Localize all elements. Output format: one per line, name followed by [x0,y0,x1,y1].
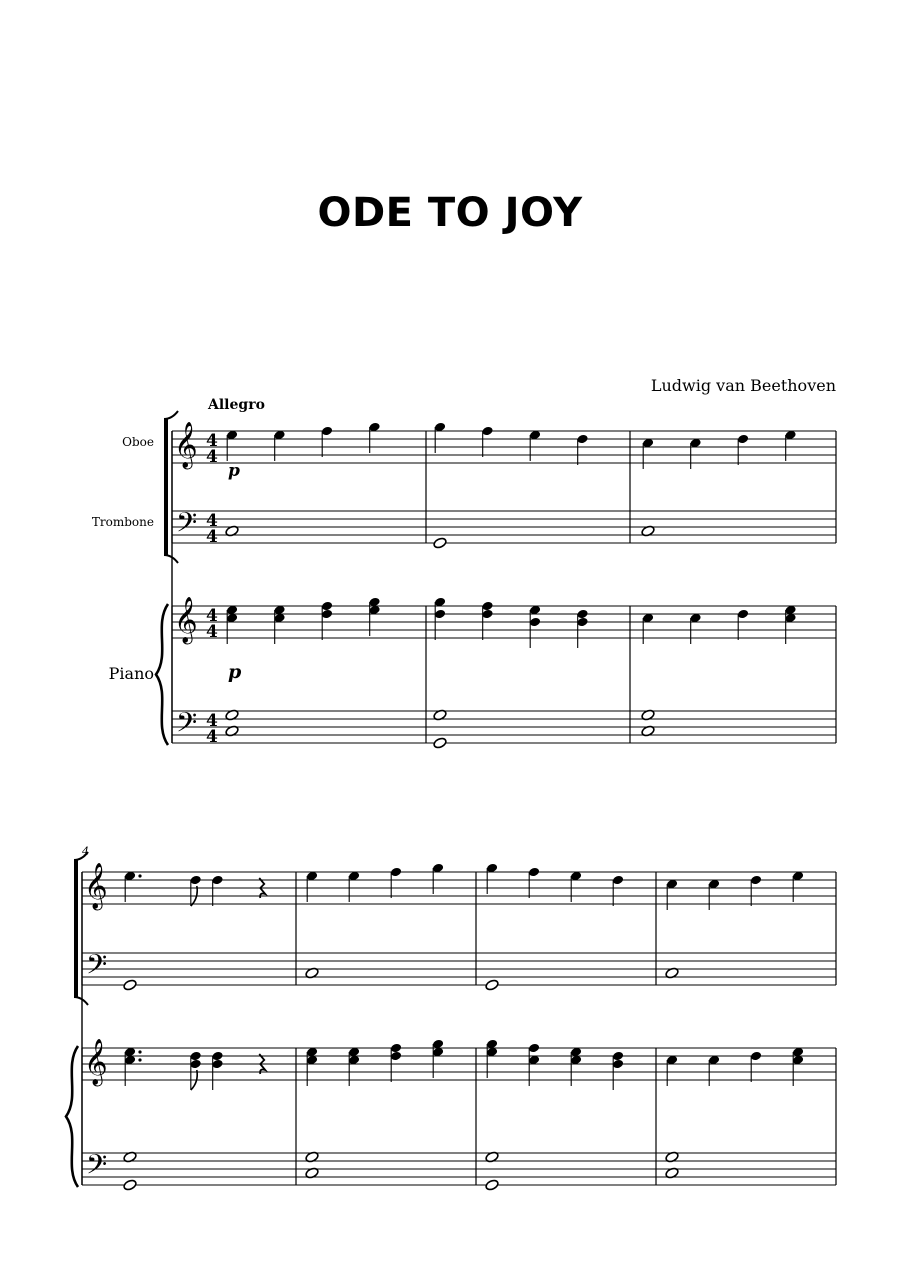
time-signature-bottom: 4 [206,622,218,642]
notes [123,422,804,1192]
instrument-label-oboe: Oboe [122,435,154,449]
piano-brace [66,1046,78,1187]
treble-clef: 𝄞 [84,863,108,909]
treble-clef: 𝄞 [174,422,198,468]
brackets [66,411,178,1187]
bracket-end [164,411,178,419]
whole-note [485,979,500,991]
time-signature-bottom: 4 [206,527,218,547]
bass-clef: 𝄢 [86,948,108,987]
time-signature-top: 4 [206,431,218,451]
dynamic-oboe: p [228,461,240,481]
augmentation-dot [138,1050,141,1053]
dynamic-piano: p [228,661,242,683]
whole-note [433,737,448,749]
whole-note [433,537,448,549]
time-signature-top: 4 [206,606,218,626]
time-signature-top: 4 [206,511,218,531]
whole-note [123,979,138,991]
time-signature-top: 4 [206,711,218,731]
tempo-marking: Allegro [208,397,265,413]
augmentation-dot [138,874,141,877]
bracket-end [164,555,178,563]
instrument-label-trombone: Trombone [91,515,154,529]
whole-note [123,1179,138,1191]
bracket-end [74,852,88,860]
measure-number: 4 [82,845,89,858]
score-title: ODE TO JOY [317,190,583,236]
instrument-label-piano: Piano [108,664,154,683]
augmentation-dot [138,1058,141,1061]
bass-clef: 𝄢 [176,506,198,545]
treble-clef: 𝄞 [174,597,198,643]
treble-clef: 𝄞 [84,1039,108,1085]
whole-note [485,1179,500,1191]
time-signatures [206,431,218,747]
time-signature-bottom: 4 [206,727,218,747]
piano-brace [156,604,168,745]
time-signature-bottom: 4 [206,447,218,467]
bass-clef: 𝄢 [86,1148,108,1187]
bracket-end [74,997,88,1005]
bass-clef: 𝄢 [176,706,198,745]
composer-name: Ludwig van Beethoven [650,376,836,395]
